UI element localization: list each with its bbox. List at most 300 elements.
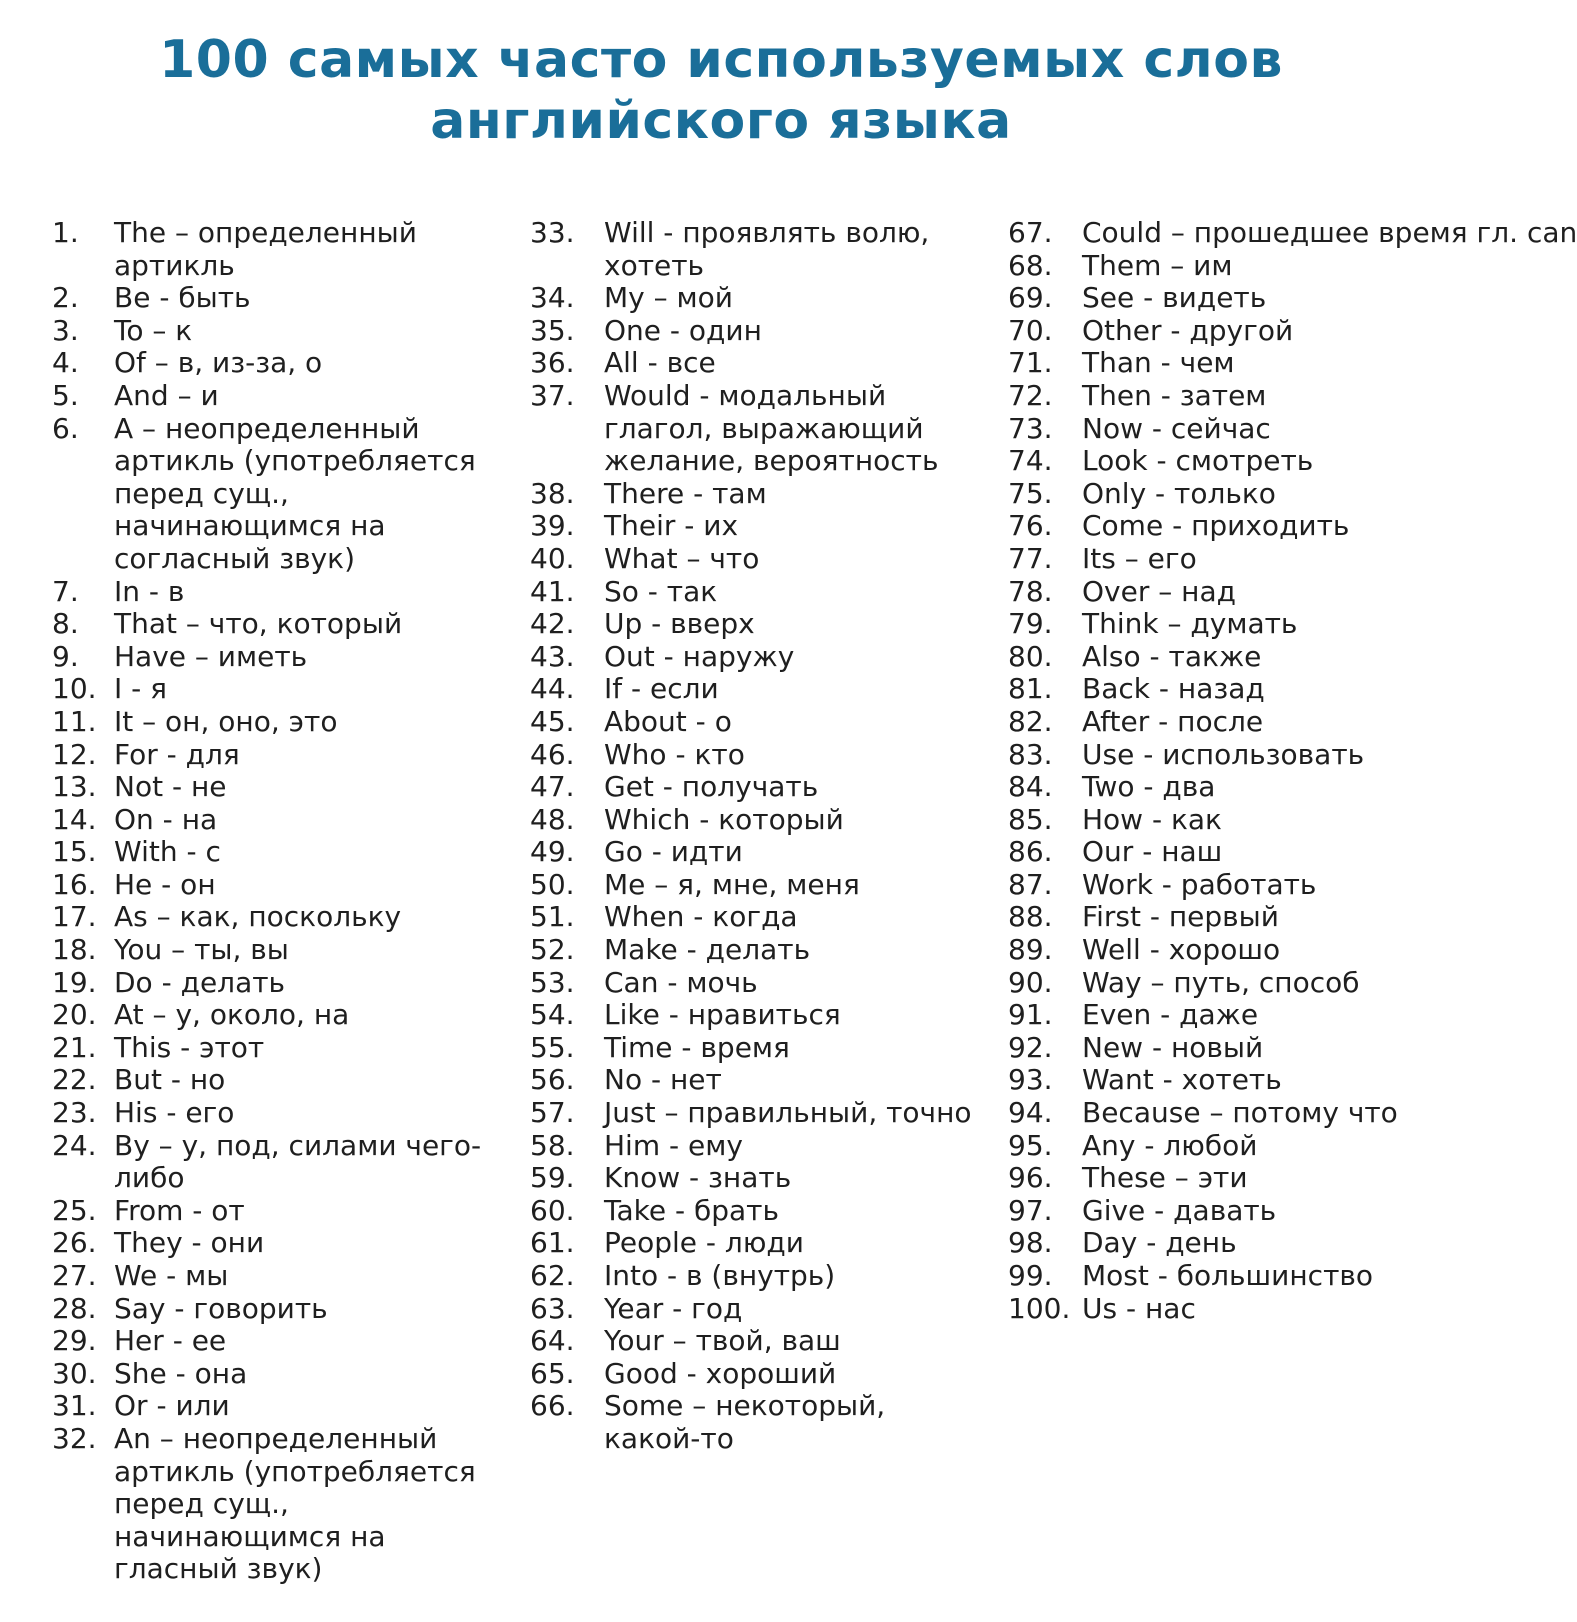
item-number: 30.	[52, 1356, 97, 1390]
item-number: 48.	[530, 802, 575, 836]
item-number: 44.	[530, 672, 575, 706]
item-number: 59.	[530, 1161, 575, 1195]
item-text: Time - время	[604, 1030, 790, 1064]
item-text: Our - наш	[1082, 835, 1223, 869]
word-list-item	[52, 282, 492, 315]
item-number: 58.	[530, 1128, 575, 1162]
word-list-item	[530, 836, 980, 869]
item-number: 15.	[52, 835, 97, 869]
item-text: Like - нравиться	[604, 998, 841, 1032]
word-list-item	[52, 706, 492, 739]
item-text: Now - сейчас	[1082, 411, 1271, 445]
item-number: 35.	[530, 313, 575, 347]
item-number: 62.	[530, 1259, 575, 1292]
item-text: As – как, поскольку	[114, 900, 402, 934]
word-list-item	[530, 771, 980, 804]
word-list-item	[1008, 739, 1428, 772]
item-text: The – определенный артикль	[114, 216, 417, 282]
word-list-item	[1008, 315, 1428, 348]
item-text: What – что	[604, 541, 760, 575]
item-number: 92.	[1008, 1030, 1053, 1064]
item-number: 21.	[52, 1030, 97, 1064]
item-text: You – ты, вы	[114, 933, 289, 967]
title-line-2: английского языка	[430, 91, 1012, 151]
item-number: 50.	[530, 867, 575, 901]
item-text: Also - также	[1082, 639, 1262, 673]
item-text: Get - получать	[604, 770, 819, 804]
item-text: Say - говорить	[114, 1291, 328, 1325]
word-list-item	[52, 347, 492, 380]
item-text: Who - кто	[604, 737, 745, 771]
item-text: People - люди	[604, 1226, 804, 1260]
word-list-item	[530, 1032, 980, 1065]
item-text: There - там	[604, 476, 767, 510]
word-list-item	[530, 1260, 980, 1293]
item-number: 86.	[1008, 835, 1053, 869]
item-number: 37.	[530, 378, 575, 412]
item-number: 23.	[52, 1096, 97, 1130]
item-number: 97.	[1008, 1193, 1053, 1227]
item-number: 19.	[52, 965, 97, 999]
item-text: For - для	[114, 737, 240, 771]
item-number: 100.	[1008, 1291, 1071, 1325]
word-list-item	[1008, 1260, 1428, 1293]
word-list-item	[530, 934, 980, 967]
item-text: Well - хорошо	[1082, 933, 1281, 967]
word-list-item	[52, 1130, 492, 1195]
word-list-item	[1008, 836, 1428, 869]
item-number: 13.	[52, 770, 97, 804]
item-number: 51.	[530, 900, 575, 934]
item-number: 5.	[52, 378, 79, 412]
item-number: 76.	[1008, 509, 1053, 543]
word-list-item	[530, 347, 980, 380]
item-text: Them – им	[1082, 248, 1233, 282]
word-list-item	[530, 1064, 980, 1097]
word-list-item	[1008, 1195, 1428, 1228]
word-list-item	[52, 1195, 492, 1228]
item-text: Want - хотеть	[1082, 1063, 1282, 1097]
word-list-item	[530, 1390, 980, 1455]
item-text: They - они	[114, 1226, 265, 1260]
word-list-item	[1008, 1032, 1428, 1065]
item-text: With - с	[114, 835, 221, 869]
item-text: Most - большинство	[1082, 1259, 1374, 1292]
item-text: At – у, около, на	[114, 998, 350, 1032]
item-number: 65.	[530, 1356, 575, 1390]
item-text: Me – я, мне, меня	[604, 867, 860, 901]
item-number: 18.	[52, 933, 97, 967]
word-list-column-3	[1008, 216, 1577, 1325]
item-text: Take - брать	[604, 1193, 779, 1227]
word-list-item	[52, 1064, 492, 1097]
item-text: See - видеть	[1082, 281, 1267, 315]
item-text: A – неопределенный артикль (употребляется перед сущ., начинающимся на согласный звук)	[114, 411, 476, 575]
item-number: 61.	[530, 1226, 575, 1260]
word-list-item	[52, 380, 492, 413]
item-number: 73.	[1008, 411, 1053, 445]
item-number: 54.	[530, 998, 575, 1032]
item-number: 10.	[52, 672, 97, 706]
word-list-item	[530, 804, 980, 837]
item-text: Know - знать	[604, 1161, 792, 1195]
item-text: If - если	[604, 672, 719, 706]
item-number: 94.	[1008, 1096, 1053, 1130]
item-number: 67.	[1008, 216, 1053, 249]
item-text: His - его	[114, 1096, 235, 1130]
word-list-column-1	[52, 217, 492, 1586]
item-number: 49.	[530, 835, 575, 869]
item-text: Do - делать	[114, 965, 286, 999]
item-number: 69.	[1008, 281, 1053, 315]
word-list-item	[52, 315, 492, 348]
item-text: We - мы	[114, 1259, 229, 1292]
item-text: Than - чем	[1082, 346, 1235, 380]
item-number: 42.	[530, 607, 575, 641]
item-text: By – у, под, силами чего-либо	[114, 1128, 482, 1195]
word-list-item	[1008, 1162, 1428, 1195]
word-list-item	[1008, 413, 1428, 446]
word-list-item	[530, 1325, 980, 1358]
word-list-item	[52, 934, 492, 967]
word-list-item	[530, 1195, 980, 1228]
item-text: All - все	[604, 346, 716, 380]
word-list-item	[52, 836, 492, 869]
item-number: 91.	[1008, 998, 1053, 1032]
word-list-item	[52, 804, 492, 837]
item-number: 60.	[530, 1193, 575, 1227]
word-list-item	[1008, 673, 1428, 706]
item-text: That – что, который	[114, 607, 403, 641]
item-number: 47.	[530, 770, 575, 804]
word-list-item	[530, 901, 980, 934]
word-list-item	[530, 608, 980, 641]
item-text: Us - нас	[1082, 1291, 1196, 1325]
item-text: Year - год	[604, 1291, 743, 1325]
item-text: Give - давать	[1082, 1193, 1277, 1227]
word-list-item	[52, 641, 492, 674]
item-text: From - от	[114, 1193, 245, 1227]
item-text: Go - идти	[604, 835, 743, 869]
item-number: 75.	[1008, 476, 1053, 510]
item-number: 46.	[530, 737, 575, 771]
word-list-item	[52, 901, 492, 934]
item-text: Make - делать	[604, 933, 811, 967]
item-number: 80.	[1008, 639, 1053, 673]
item-text: Just – правильный, точно	[604, 1096, 972, 1130]
item-number: 43.	[530, 639, 575, 673]
word-list-item	[1008, 1130, 1428, 1163]
word-list-item	[1008, 445, 1428, 478]
item-number: 83.	[1008, 737, 1053, 771]
item-text: She - она	[114, 1356, 248, 1390]
item-number: 33.	[530, 216, 575, 249]
item-number: 7.	[52, 574, 79, 608]
word-list-item	[52, 967, 492, 1000]
item-text: Look - смотреть	[1082, 444, 1314, 478]
item-number: 70.	[1008, 313, 1053, 347]
word-list-item	[52, 1227, 492, 1260]
item-text: Up - вверх	[604, 607, 755, 641]
item-text: Him - ему	[604, 1128, 743, 1162]
word-list-item	[1008, 804, 1428, 837]
item-number: 20.	[52, 998, 97, 1032]
item-number: 90.	[1008, 965, 1053, 999]
item-number: 96.	[1008, 1161, 1053, 1195]
item-text: About - о	[604, 704, 732, 738]
item-text: Of – в, из-за, о	[114, 346, 323, 380]
word-list-item	[530, 510, 980, 543]
word-list-item	[1008, 478, 1428, 511]
item-number: 53.	[530, 965, 575, 999]
item-number: 9.	[52, 639, 79, 673]
item-number: 52.	[530, 933, 575, 967]
word-list-item	[530, 1227, 980, 1260]
item-text: Their - их	[604, 509, 739, 543]
item-number: 72.	[1008, 378, 1053, 412]
word-list-item	[1008, 543, 1428, 576]
word-list-item	[1008, 608, 1428, 641]
item-text: Work - работать	[1082, 867, 1317, 901]
item-number: 55.	[530, 1030, 575, 1064]
word-list-item	[530, 315, 980, 348]
word-list-item	[1008, 869, 1428, 902]
item-number: 89.	[1008, 933, 1053, 967]
word-list-item	[530, 1358, 980, 1391]
item-number: 78.	[1008, 574, 1053, 608]
item-number: 28.	[52, 1291, 97, 1325]
item-text: Which - который	[604, 802, 844, 836]
word-list-item	[52, 1260, 492, 1293]
item-number: 88.	[1008, 900, 1053, 934]
word-list-item	[530, 282, 980, 315]
item-text: These – эти	[1082, 1161, 1248, 1195]
item-number: 36.	[530, 346, 575, 380]
item-text: After - после	[1082, 704, 1264, 738]
item-text: No - нет	[604, 1063, 722, 1097]
word-list-item	[52, 413, 492, 576]
item-number: 81.	[1008, 672, 1053, 706]
item-text: Will - проявлять волю, хотеть	[604, 216, 930, 282]
item-number: 64.	[530, 1324, 575, 1358]
word-list-item	[530, 673, 980, 706]
item-number: 4.	[52, 346, 79, 380]
item-number: 84.	[1008, 770, 1053, 804]
word-list-item	[52, 1097, 492, 1130]
word-list-item	[1008, 934, 1428, 967]
item-number: 57.	[530, 1096, 575, 1130]
item-text: Have – иметь	[114, 639, 308, 673]
item-number: 29.	[52, 1324, 97, 1358]
word-list-item	[52, 576, 492, 609]
word-list-item	[530, 967, 980, 1000]
word-list-item	[530, 478, 980, 511]
item-text: An – неопределенный артикль (употребляется перед сущ., начинающимся на гласный звук)	[114, 1421, 476, 1586]
item-text: New - новый	[1082, 1030, 1264, 1064]
item-text: Even - даже	[1082, 998, 1259, 1032]
word-list-item	[52, 999, 492, 1032]
item-text: This - этот	[114, 1030, 265, 1064]
item-text: Over – над	[1082, 574, 1236, 608]
item-number: 93.	[1008, 1063, 1053, 1097]
item-text: To – к	[114, 313, 193, 347]
item-number: 22.	[52, 1063, 97, 1097]
item-text: Then - затем	[1082, 378, 1267, 412]
word-list-item	[52, 739, 492, 772]
item-text: I - я	[114, 672, 168, 706]
item-number: 2.	[52, 281, 79, 315]
word-list-item	[52, 217, 492, 282]
item-number: 98.	[1008, 1226, 1053, 1260]
item-text: One - один	[604, 313, 762, 347]
item-number: 68.	[1008, 248, 1053, 282]
item-number: 71.	[1008, 346, 1053, 380]
item-number: 24.	[52, 1128, 97, 1162]
item-text: Be - быть	[114, 281, 251, 315]
word-list-item	[1008, 901, 1428, 934]
item-text: Other - другой	[1082, 313, 1294, 347]
item-text: Not - не	[114, 770, 227, 804]
word-list-item	[1008, 1097, 1428, 1130]
item-text: Two - два	[1082, 770, 1216, 804]
item-number: 6.	[52, 411, 79, 445]
word-list-item	[530, 706, 980, 739]
word-list-item	[52, 1390, 492, 1423]
item-text: Could – прошедшее время гл. can	[1082, 216, 1577, 249]
word-list-column-2	[530, 217, 980, 1456]
word-list-item	[52, 869, 492, 902]
item-number: 1.	[52, 216, 79, 249]
item-number: 26.	[52, 1226, 97, 1260]
item-text: But - но	[114, 1063, 226, 1097]
item-text: Because – потому что	[1082, 1096, 1398, 1130]
item-text: When - когда	[604, 900, 798, 934]
word-list-item	[1008, 641, 1428, 674]
item-text: How - как	[1082, 802, 1222, 836]
word-list-item	[530, 1097, 980, 1130]
item-text: Or - или	[114, 1389, 230, 1423]
item-number: 87.	[1008, 867, 1053, 901]
item-text: Some – некоторый, какой-то	[604, 1389, 886, 1455]
word-list-item	[1008, 1064, 1428, 1097]
word-list-item	[530, 1162, 980, 1195]
item-number: 3.	[52, 313, 79, 347]
item-text: First - первый	[1082, 900, 1279, 934]
word-list-item	[530, 576, 980, 609]
item-number: 32.	[52, 1421, 97, 1455]
item-number: 66.	[530, 1389, 575, 1423]
word-list-item	[52, 1032, 492, 1065]
item-number: 79.	[1008, 607, 1053, 641]
word-list-item	[530, 380, 980, 478]
item-number: 56.	[530, 1063, 575, 1097]
word-list-item	[52, 673, 492, 706]
item-text: He - он	[114, 867, 216, 901]
item-number: 39.	[530, 509, 575, 543]
item-number: 40.	[530, 541, 575, 575]
word-list-item	[1008, 216, 1577, 250]
item-text: Think – думать	[1082, 607, 1298, 641]
item-text: Good - хороший	[604, 1356, 837, 1390]
word-list-item	[1008, 999, 1428, 1032]
item-text: Your – твой, ваш	[604, 1324, 841, 1358]
word-list-item	[1008, 510, 1428, 543]
page-title	[0, 30, 1442, 152]
word-list-item	[52, 608, 492, 641]
word-list-item	[1008, 347, 1428, 380]
word-list-item	[530, 217, 980, 282]
word-list-item	[530, 641, 980, 674]
item-number: 41.	[530, 574, 575, 608]
item-text: Would - модальный глагол, выражающий желание, вероятность	[604, 378, 939, 478]
word-list-item	[52, 1293, 492, 1326]
item-number: 99.	[1008, 1259, 1053, 1292]
word-list-item	[1008, 282, 1428, 315]
item-number: 95.	[1008, 1128, 1053, 1162]
item-number: 8.	[52, 607, 79, 641]
word-list-item	[52, 1423, 492, 1586]
word-list-item	[1008, 250, 1428, 283]
item-text: Any - любой	[1082, 1128, 1258, 1162]
item-number: 17.	[52, 900, 97, 934]
item-text: Come - приходить	[1082, 509, 1350, 543]
item-text: In - в	[114, 574, 185, 608]
item-text: It – он, оно, это	[114, 704, 338, 738]
item-number: 85.	[1008, 802, 1053, 836]
item-number: 25.	[52, 1193, 97, 1227]
word-list-item	[1008, 771, 1428, 804]
item-text: Can - мочь	[604, 965, 758, 999]
item-number: 77.	[1008, 541, 1053, 575]
item-text: Her - ее	[114, 1324, 227, 1358]
item-number: 12.	[52, 737, 97, 771]
item-text: Out - наружу	[604, 639, 795, 673]
word-list-item	[1008, 380, 1428, 413]
word-list-item	[52, 1325, 492, 1358]
word-list-item	[1008, 1293, 1428, 1326]
item-text: My – мой	[604, 281, 733, 315]
word-list-item	[52, 1358, 492, 1391]
item-number: 45.	[530, 704, 575, 738]
item-number: 16.	[52, 867, 97, 901]
word-list-item	[1008, 576, 1428, 609]
item-text: Back - назад	[1082, 672, 1265, 706]
word-list-item	[530, 869, 980, 902]
item-number: 11.	[52, 704, 97, 738]
item-number: 38.	[530, 476, 575, 510]
item-text: Its – его	[1082, 541, 1197, 575]
item-text: Into - в (внутрь)	[604, 1259, 836, 1292]
word-list-item	[52, 771, 492, 804]
word-list-item	[530, 739, 980, 772]
item-number: 34.	[530, 281, 575, 315]
item-text: Way – путь, способ	[1082, 965, 1360, 999]
item-number: 82.	[1008, 704, 1053, 738]
title-line-1: 100 самых часто используемых слов	[159, 30, 1283, 90]
item-number: 27.	[52, 1259, 97, 1292]
word-list-item	[1008, 706, 1428, 739]
item-number: 63.	[530, 1291, 575, 1325]
word-list-item	[530, 1293, 980, 1326]
word-list-item	[530, 999, 980, 1032]
item-text: So - так	[604, 574, 718, 608]
item-text: Day - день	[1082, 1226, 1237, 1260]
word-list-item	[530, 543, 980, 576]
item-text: And – и	[114, 378, 219, 412]
item-number: 31.	[52, 1389, 97, 1423]
word-list-item	[1008, 967, 1428, 1000]
item-text: Only - только	[1082, 476, 1276, 510]
